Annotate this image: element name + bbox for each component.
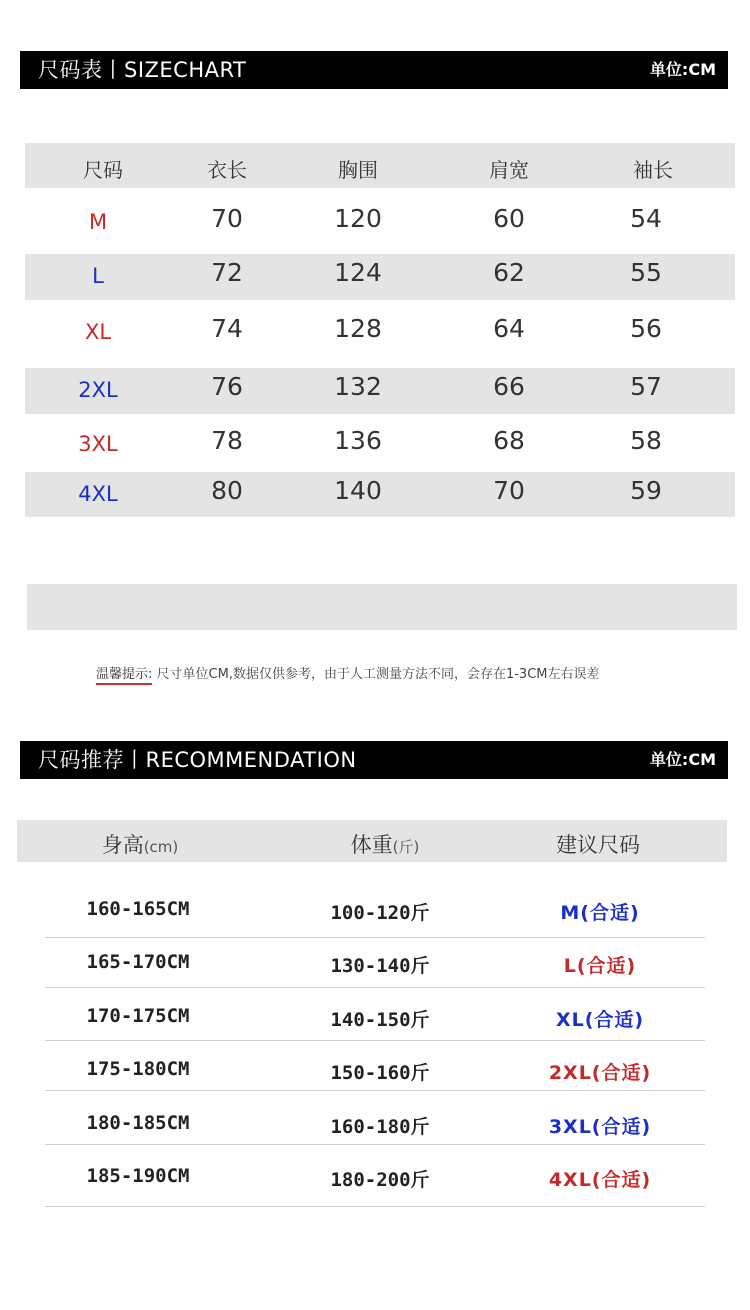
rec-height: 185-190CM [86,1165,190,1187]
rec-weight: 180-200斤 [330,1169,430,1191]
rec-weight: 150-160斤 [330,1062,430,1084]
sizechart-cell: 68 [493,426,525,455]
sizechart-cell: 66 [493,372,525,401]
sizechart-cell: 72 [211,258,243,287]
rec-height: 160-165CM [86,898,190,920]
rec-height: 170-175CM [86,1005,190,1027]
note-label: 温馨提示: [96,667,152,685]
sizechart-note [96,663,599,682]
row-divider [45,987,705,988]
rec-weight: 130-140斤 [330,955,430,977]
recommendation-unit: 单位:CM [649,750,716,769]
sizechart-cell: 128 [334,314,382,343]
sizechart-cell: 74 [211,314,243,343]
rec-height: 165-170CM [86,951,190,973]
sizechart-cell: 140 [334,476,382,505]
sizechart-unit: 单位:CM [649,60,716,79]
row-divider [45,1040,705,1041]
sizechart-cell: 60 [493,204,525,233]
recommendation-title-bar [20,741,728,779]
rec-size: M(合适) [560,902,640,924]
sizechart-cell: 58 [630,426,662,455]
size-label-xl: XL [84,320,112,344]
rec-weight: 160-180斤 [330,1116,430,1138]
size-label-3xl: 3XL [78,432,118,456]
sizechart-cell: 132 [334,372,382,401]
sizechart-cell: 136 [334,426,382,455]
header-weight-unit: (斤) [392,838,420,856]
sizechart-header-size: 尺码 [83,158,123,182]
sizechart-cell: 55 [630,258,662,287]
sizechart-header-shoulder: 肩宽 [489,158,529,182]
note-text: 尺寸单位CM,数据仅供参考，由于人工测量方法不同，会存在1-3CM左右误差 [156,667,600,682]
sizechart-cell: 80 [211,476,243,505]
sizechart-cell: 124 [334,258,382,287]
rec-size: 4XL(合适) [548,1169,652,1191]
rec-height: 180-185CM [86,1112,190,1134]
header-weight-label: 体重 [350,833,393,857]
sizechart-cell: 70 [211,204,243,233]
sizechart-cell: 70 [493,476,525,505]
recommendation-header-size: 建议尺码 [556,833,640,857]
sizechart-cell: 59 [630,476,662,505]
sizechart-cell: 56 [630,314,662,343]
sizechart-title: 尺码表丨SIZECHART [38,58,247,82]
sizechart-cell: 57 [630,372,662,401]
sizechart-cell: 120 [334,204,382,233]
rec-size: L(合适) [563,955,637,977]
row-divider [45,937,705,938]
sizechart-cell: 76 [211,372,243,401]
rec-weight: 140-150斤 [330,1009,430,1031]
sizechart-cell: 62 [493,258,525,287]
row-divider [45,1144,705,1145]
size-label-4xl: 4XL [78,482,118,506]
sizechart-header-chest: 胸围 [338,158,378,182]
sizechart-header-sleeve: 袖长 [633,158,673,182]
header-height-unit: (cm) [143,838,179,856]
sizechart-empty-band [27,584,737,630]
sizechart-cell: 54 [630,204,662,233]
size-label-2xl: 2XL [78,378,118,402]
rec-weight: 100-120斤 [330,902,430,924]
size-label-l: L [92,264,104,288]
sizechart-title-bar [20,51,728,89]
header-height-label: 身高 [101,833,144,857]
rec-size: 2XL(合适) [548,1062,652,1084]
size-label-m: M [88,210,108,234]
rec-height: 175-180CM [86,1058,190,1080]
row-divider [45,1090,705,1091]
row-divider [45,1206,705,1207]
rec-size: 3XL(合适) [548,1116,652,1138]
recommendation-header-weight [310,829,460,859]
sizechart-cell: 64 [493,314,525,343]
sizechart-header-length: 衣长 [207,158,247,182]
rec-size: XL(合适) [555,1009,645,1031]
sizechart-cell: 78 [211,426,243,455]
recommendation-title: 尺码推荐丨RECOMMENDATION [38,748,357,772]
recommendation-header-height [60,829,220,859]
